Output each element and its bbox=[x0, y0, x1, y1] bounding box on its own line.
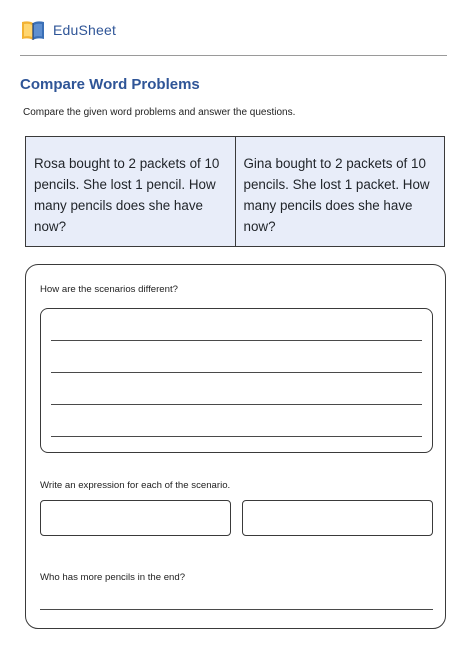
differences-answer-box[interactable] bbox=[40, 308, 433, 453]
question-more-pencils: Who has more pencils in the end? bbox=[40, 572, 186, 583]
page-title: Compare Word Problems bbox=[20, 76, 200, 93]
header-divider bbox=[20, 55, 447, 56]
scenario-gina: Gina bought to 2 packets of 10 pencils. She lost 1 packet. How many pencils does she have now? bbox=[235, 137, 445, 246]
open-book-icon bbox=[20, 18, 46, 42]
question-differences: How are the scenarios different? bbox=[40, 284, 178, 295]
final-answer-line[interactable] bbox=[40, 609, 433, 610]
header bbox=[20, 16, 116, 44]
writing-line bbox=[51, 436, 422, 437]
question-card bbox=[25, 264, 446, 629]
scenario-rosa: Rosa bought to 2 packets of 10 pencils. She lost 1 pencil. How many pencils does she have now? bbox=[34, 156, 220, 234]
question-expression: Write an expression for each of the scenario. bbox=[40, 480, 231, 491]
instructions: Compare the given word problems and answer the questions. bbox=[23, 107, 296, 118]
scenario-table bbox=[25, 136, 445, 247]
writing-line bbox=[51, 340, 422, 341]
brand-name: EduSheet bbox=[53, 22, 117, 38]
writing-line bbox=[51, 404, 422, 405]
expression-box-rosa[interactable] bbox=[40, 500, 231, 536]
writing-line bbox=[51, 372, 422, 373]
expression-box-gina[interactable] bbox=[242, 500, 433, 536]
